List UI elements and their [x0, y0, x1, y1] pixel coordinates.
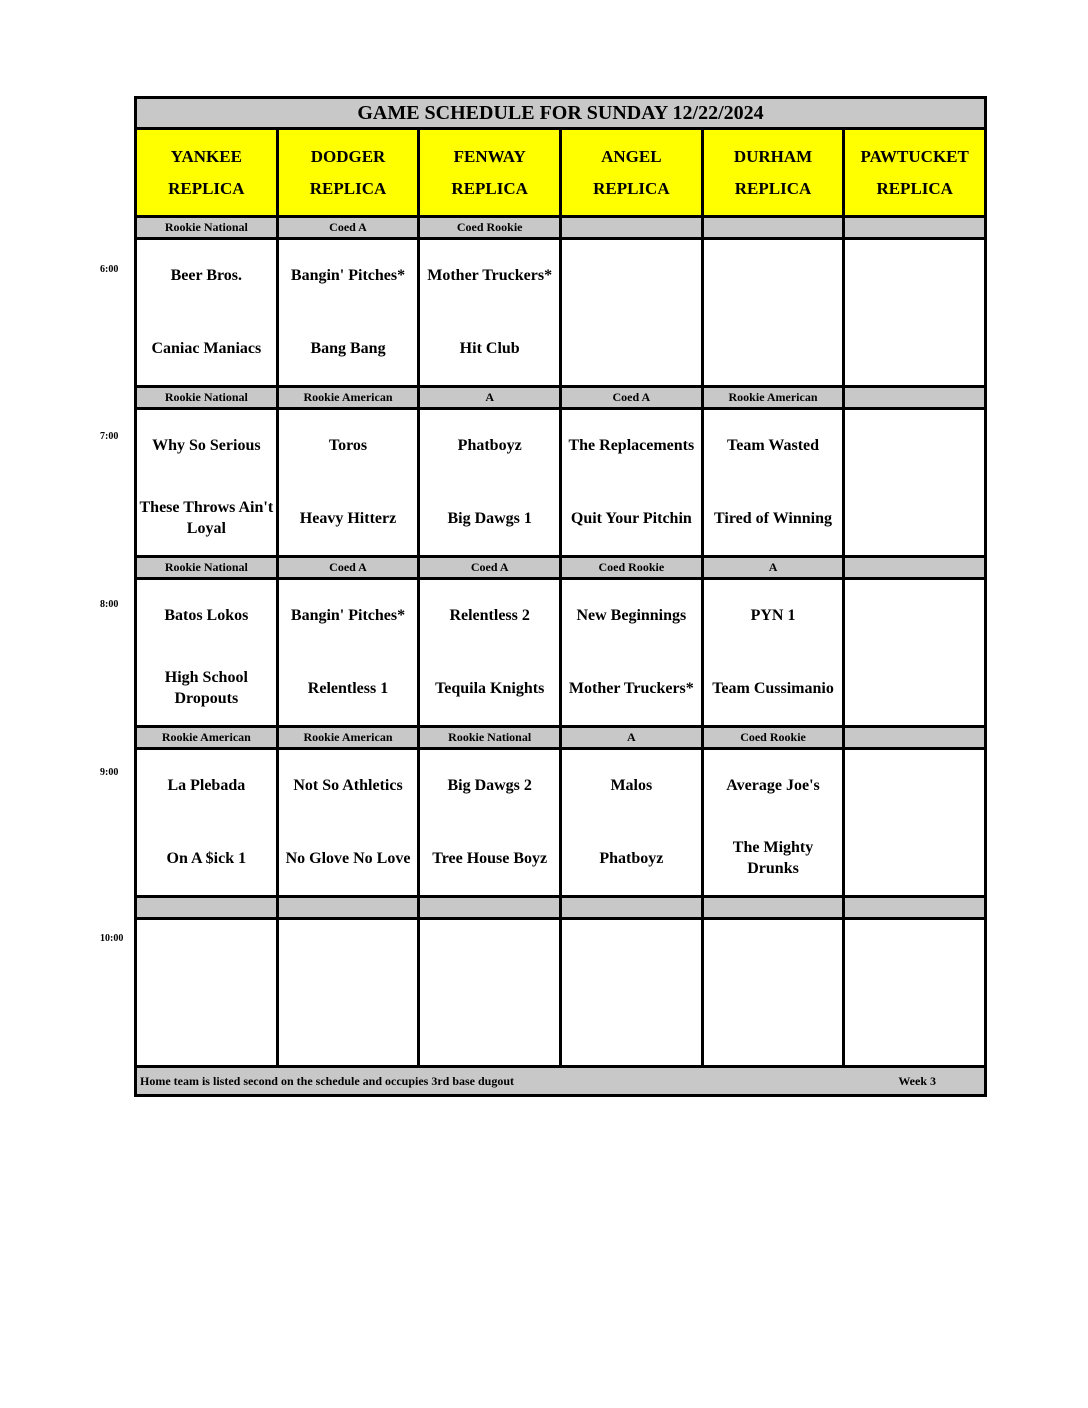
division-label	[279, 898, 421, 917]
away-team: PYN 1	[750, 606, 796, 624]
away-team: Bangin' Pitches*	[290, 606, 406, 624]
game-cell	[420, 410, 562, 555]
away-team	[562, 253, 701, 297]
away-team	[845, 423, 984, 467]
division-label	[420, 898, 562, 917]
game-cell	[845, 580, 984, 725]
away-team: Phatboyz	[457, 436, 522, 454]
away-team: Toros	[328, 436, 368, 454]
game-cell	[704, 920, 846, 1065]
game-cell	[279, 410, 421, 555]
home-team: Tequila Knights	[435, 679, 545, 697]
home-team: On A $ick 1	[166, 849, 247, 867]
field-header	[704, 130, 846, 215]
field-subtitle: REPLICA	[876, 178, 953, 198]
away-team: Big Dawgs 2	[447, 776, 532, 794]
division-label: Rookie American	[704, 388, 846, 407]
home-team: Big Dawgs 1	[447, 509, 532, 527]
away-team: Beer Bros.	[170, 266, 243, 284]
division-row	[137, 728, 984, 750]
game-cell	[279, 750, 421, 895]
game-cell	[562, 920, 704, 1065]
home-team	[420, 1006, 559, 1050]
time-label-8: 8:00	[100, 599, 119, 610]
away-team: Relentless 2	[449, 606, 530, 624]
division-label	[845, 558, 984, 577]
field-header	[420, 130, 562, 215]
home-team: Quit Your Pitchin	[570, 509, 692, 527]
time-label-9: 9:00	[100, 767, 119, 778]
game-cell	[137, 410, 279, 555]
game-cell	[279, 580, 421, 725]
home-team: Heavy Hitterz	[299, 509, 397, 527]
home-team: Relentless 1	[307, 679, 389, 697]
game-cell	[562, 750, 704, 895]
game-cell	[562, 240, 704, 385]
division-label	[845, 898, 984, 917]
home-team	[137, 1006, 276, 1050]
division-label: Coed Rookie	[704, 728, 846, 747]
field-name: DURHAM	[733, 146, 813, 166]
field-header	[845, 130, 984, 215]
division-label: Rookie National	[137, 218, 279, 237]
home-team	[562, 1006, 701, 1050]
field-subtitle: REPLICA	[451, 178, 528, 198]
field-subtitle: REPLICA	[168, 178, 245, 198]
away-team	[562, 933, 701, 977]
field-header	[279, 130, 421, 215]
away-team	[420, 933, 559, 977]
game-cell	[137, 750, 279, 895]
away-team: The Replacements	[568, 436, 695, 454]
division-label	[845, 218, 984, 237]
home-team: These Throws Ain't Loyal	[139, 499, 274, 537]
division-label: Rookie American	[279, 728, 421, 747]
game-cell	[137, 580, 279, 725]
game-row	[137, 580, 984, 728]
home-team: Phatboyz	[599, 849, 664, 867]
home-team	[845, 1006, 984, 1050]
field-name: YANKEE	[170, 146, 242, 166]
away-team: Why So Serious	[152, 436, 261, 454]
away-team: Batos Lokos	[164, 606, 249, 624]
away-team: New Beginnings	[576, 606, 687, 624]
home-team: Hit Club	[459, 339, 520, 357]
division-label	[562, 218, 704, 237]
home-team: The Mighty Drunks	[732, 839, 814, 877]
field-name: ANGEL	[601, 146, 662, 166]
home-team	[845, 666, 984, 710]
division-label: A	[420, 388, 562, 407]
division-label: Coed A	[420, 558, 562, 577]
game-cell	[845, 240, 984, 385]
division-label: Rookie National	[137, 388, 279, 407]
away-team	[704, 253, 843, 297]
away-team: Bangin' Pitches*	[290, 266, 406, 284]
game-cell	[845, 750, 984, 895]
game-row	[137, 240, 984, 388]
division-row	[137, 388, 984, 410]
field-name: PAWTUCKET	[860, 146, 969, 166]
away-team	[279, 933, 418, 977]
division-label: A	[562, 728, 704, 747]
game-cell	[704, 240, 846, 385]
home-team: High School Dropouts	[164, 669, 248, 707]
away-team	[845, 253, 984, 297]
division-label	[704, 898, 846, 917]
home-team: Mother Truckers*	[568, 679, 694, 697]
away-team: Mother Truckers*	[427, 266, 553, 284]
home-team	[279, 1006, 418, 1050]
division-label: Coed Rookie	[562, 558, 704, 577]
away-team: Malos	[610, 776, 653, 794]
division-label	[562, 898, 704, 917]
game-row	[137, 750, 984, 898]
division-label: Coed A	[562, 388, 704, 407]
game-cell	[704, 410, 846, 555]
division-label: Coed Rookie	[420, 218, 562, 237]
home-team	[845, 496, 984, 540]
home-team: Tree House Boyz	[432, 849, 548, 867]
away-team: Team Wasted	[727, 436, 820, 454]
game-cell	[420, 240, 562, 385]
away-team	[845, 933, 984, 977]
game-cell	[137, 920, 279, 1065]
game-cell	[279, 920, 421, 1065]
game-cell	[704, 750, 846, 895]
game-cell	[420, 920, 562, 1065]
division-label: Rookie National	[420, 728, 562, 747]
game-cell	[279, 240, 421, 385]
game-cell	[137, 240, 279, 385]
time-label-10: 10:00	[100, 933, 124, 944]
away-team: Not So Athletics	[293, 776, 403, 794]
division-label: A	[704, 558, 846, 577]
field-header-row	[137, 130, 984, 218]
home-team: Tired of Winning	[714, 509, 833, 527]
field-name: DODGER	[310, 146, 386, 166]
away-team	[704, 933, 843, 977]
game-cell	[562, 580, 704, 725]
home-team	[562, 326, 701, 370]
away-team: La Plebada	[167, 776, 246, 794]
home-team-note: Home team is listed second on the schedule and occupies 3rd base dugout	[140, 1073, 515, 1088]
field-header	[137, 130, 279, 215]
field-subtitle: REPLICA	[309, 178, 387, 198]
field-name: FENWAY	[453, 146, 526, 166]
home-team	[704, 326, 843, 370]
division-label: Rookie National	[137, 558, 279, 577]
division-label	[704, 218, 846, 237]
division-row	[137, 218, 984, 240]
game-row	[137, 920, 984, 1068]
schedule-table	[134, 96, 987, 1097]
week-label: Week 3	[898, 1073, 936, 1088]
division-row	[137, 558, 984, 580]
home-team	[845, 326, 984, 370]
field-subtitle: REPLICA	[593, 178, 670, 198]
game-cell	[845, 410, 984, 555]
schedule-title: GAME SCHEDULE FOR SUNDAY 12/22/2024	[137, 99, 984, 130]
field-header	[562, 130, 704, 215]
division-label: Coed A	[279, 558, 421, 577]
division-label: Rookie American	[279, 388, 421, 407]
home-team	[845, 836, 984, 880]
home-team: Caniac Maniacs	[151, 339, 262, 357]
game-cell	[562, 410, 704, 555]
home-team: No Glove No Love	[285, 849, 411, 867]
division-label	[845, 728, 984, 747]
division-label: Rookie American	[137, 728, 279, 747]
time-label-6: 6:00	[100, 264, 119, 275]
field-subtitle: REPLICA	[734, 178, 812, 198]
away-team: Average Joe's	[726, 776, 820, 794]
time-label-7: 7:00	[100, 431, 119, 442]
division-label	[137, 898, 279, 917]
schedule-slots	[137, 218, 984, 1068]
game-row	[137, 410, 984, 558]
game-cell	[420, 750, 562, 895]
home-team	[704, 1006, 843, 1050]
away-team	[845, 763, 984, 807]
division-row	[137, 898, 984, 920]
game-cell	[845, 920, 984, 1065]
game-cell	[704, 580, 846, 725]
game-cell	[420, 580, 562, 725]
schedule-footer	[137, 1068, 984, 1094]
home-team: Bang Bang	[310, 339, 386, 357]
away-team	[137, 933, 276, 977]
away-team	[845, 593, 984, 637]
division-label	[845, 388, 984, 407]
home-team: Team Cussimanio	[712, 679, 834, 697]
division-label: Coed A	[279, 218, 421, 237]
